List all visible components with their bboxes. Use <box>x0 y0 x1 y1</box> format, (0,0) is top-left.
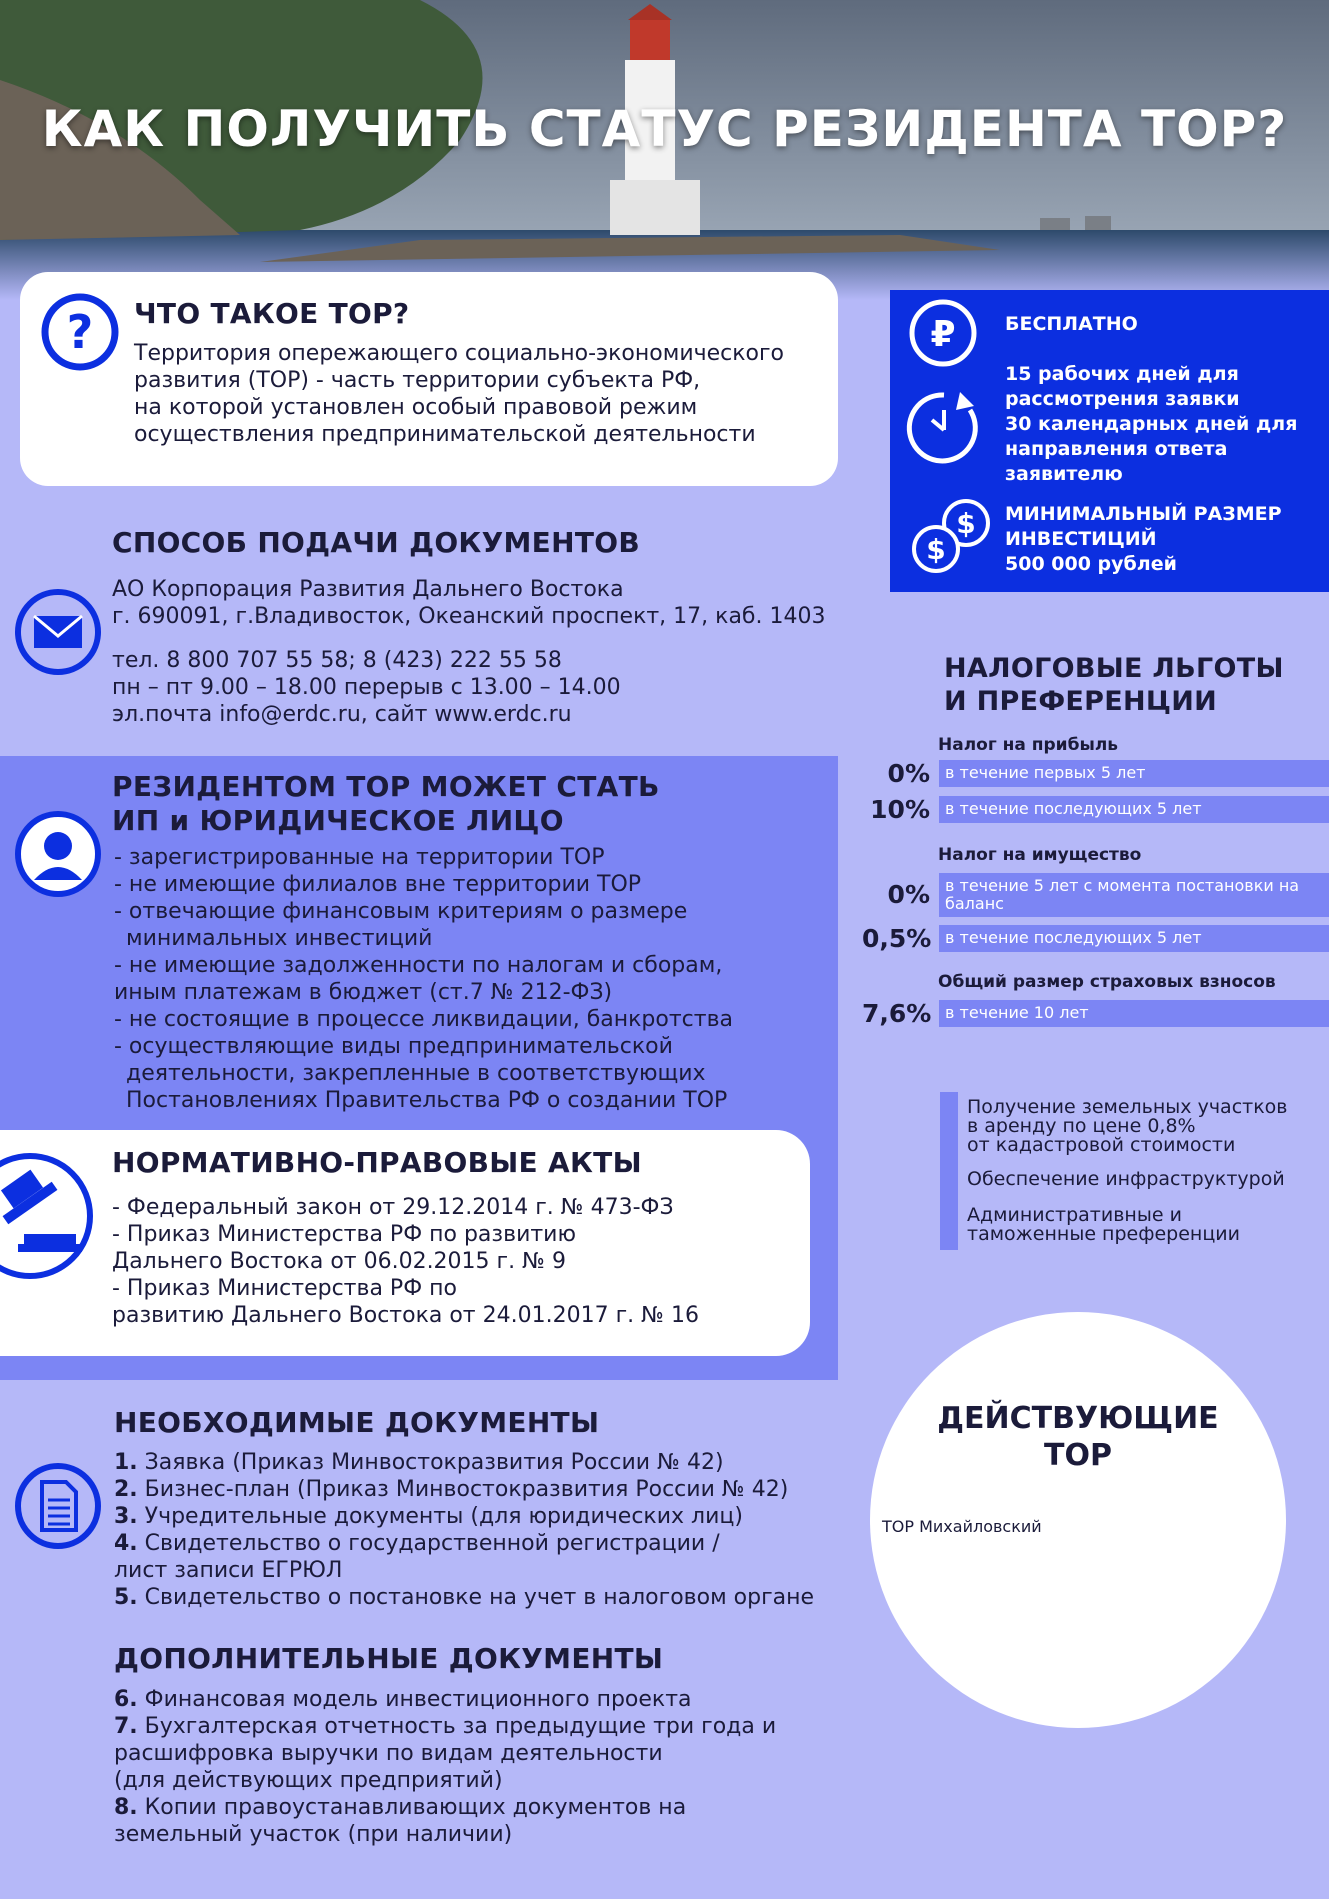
documents-title: НЕОБХОДИМЫЕ ДОКУМЕНТЫ <box>114 1406 600 1439</box>
tax-title-line: И ПРЕФЕРЕНЦИИ <box>944 686 1218 717</box>
legal-line: - Приказ Министерства РФ по <box>112 1276 457 1301</box>
document-icon <box>14 1462 102 1550</box>
terms-line: направления ответа <box>1005 438 1228 460</box>
document-num: 2. <box>114 1477 138 1502</box>
documents-list <box>114 1449 874 1611</box>
what-is-text <box>134 340 824 448</box>
benefit-line: Административные и <box>967 1204 1182 1226</box>
active-tor-title-line: ТОР <box>1044 1438 1112 1473</box>
what-is-line: развития (ТОР) - часть территории субъекта РФ, <box>134 368 701 393</box>
benefit-line: от кадастровой стоимости <box>967 1134 1236 1156</box>
tax-row <box>862 873 1329 917</box>
active-tor-item[interactable]: ТОР Михайловский <box>882 1517 1042 1536</box>
tax-percent: 0% <box>887 880 930 909</box>
additional-item <box>114 1713 874 1740</box>
document-item <box>114 1584 874 1611</box>
document-item <box>114 1503 874 1530</box>
document-num: 3. <box>114 1504 138 1529</box>
submission-text <box>112 576 852 728</box>
tax-percent: 0% <box>887 759 930 788</box>
document-num: 1. <box>114 1450 138 1475</box>
document-text: Заявка (Приказ Минвостокразвития России № 42) <box>144 1450 724 1475</box>
investment-line: ИНВЕСТИЦИЙ <box>1005 528 1157 550</box>
criteria-line: иным платежам в бюджет (ст.7 № 212-ФЗ) <box>114 980 613 1005</box>
additional-text: Бухгалтерская отчетность за предыдущие три года и <box>144 1714 777 1739</box>
active-tor-title <box>870 1400 1286 1474</box>
tax-title-line: НАЛОГОВЫЕ ЛЬГОТЫ <box>944 653 1284 684</box>
additional-text: Копии правоустанавливающих документов на <box>144 1795 687 1820</box>
what-is-line: осуществления предпринимательской деятельности <box>134 422 756 447</box>
additional-text: расшифровка выручки по видам деятельности <box>114 1741 663 1766</box>
tax-description: в течение последующих 5 лет <box>945 928 1202 947</box>
resident-title <box>112 770 660 838</box>
criteria-line: деятельности, закрепленные в соответствующих <box>126 1061 706 1086</box>
submission-title: СПОСОБ ПОДАЧИ ДОКУМЕНТОВ <box>112 526 640 559</box>
free-label: БЕСПЛАТНО <box>1005 313 1138 335</box>
terms-text <box>1005 362 1297 487</box>
svg-text:₽: ₽ <box>930 314 956 355</box>
tax-description: в течение 10 лет <box>945 1003 1089 1022</box>
criteria-line: - не имеющие задолженности по налогам и сборам, <box>114 953 723 978</box>
coins-icon <box>908 497 994 577</box>
additional-item <box>114 1767 874 1794</box>
legal-title: НОРМАТИВНО-ПРАВОВЫЕ АКТЫ <box>112 1146 642 1179</box>
benefit-infra: Обеспечение инфраструктурой <box>967 1168 1285 1190</box>
document-item <box>114 1530 874 1557</box>
tax-description: в течение первых 5 лет <box>945 763 1146 782</box>
profit-tax-label: Налог на прибыль <box>938 735 1119 755</box>
tax-description: в течение 5 лет с момента постановки на баланс <box>945 876 1300 913</box>
legal-line: Дальнего Востока от 06.02.2015 г. № 9 <box>112 1249 566 1274</box>
tax-percent: 0,5% <box>862 924 932 953</box>
person-icon <box>14 810 102 898</box>
additional-list <box>114 1686 874 1848</box>
resident-title-line: ИП и ЮРИДИЧЕСКОЕ ЛИЦО <box>112 804 564 837</box>
gavel-icon <box>0 1152 100 1282</box>
submission-address: г. 690091, г.Владивосток, Океанский проспект, 17, каб. 1403 <box>112 604 826 629</box>
tax-row <box>862 796 1329 823</box>
what-is-line: Территория опережающего социально-экономического <box>134 341 785 366</box>
benefit-admin <box>967 1206 1327 1244</box>
document-num: 5. <box>114 1585 138 1610</box>
terms-line: 15 рабочих дней для <box>1005 363 1239 385</box>
tax-row <box>862 760 1329 787</box>
what-is-title: ЧТО ТАКОЕ ТОР? <box>134 297 410 330</box>
additional-num: 7. <box>114 1714 138 1739</box>
additional-item <box>114 1821 874 1848</box>
active-tor-title-line: ДЕЙСТВУЮЩИЕ <box>937 1401 1219 1436</box>
benefit-line: Получение земельных участков <box>967 1096 1288 1118</box>
resident-criteria <box>114 844 834 1114</box>
terms-line: рассмотрения заявки <box>1005 388 1240 410</box>
document-text: Учредительные документы (для юридических лиц) <box>144 1504 743 1529</box>
svg-text:$: $ <box>956 507 976 540</box>
additional-text: (для действующих предприятий) <box>114 1768 503 1793</box>
svg-text:?: ? <box>66 305 94 359</box>
criteria-line: - не состоящие в процессе ликвидации, банкротства <box>114 1007 734 1032</box>
document-item <box>114 1476 874 1503</box>
document-text: лист записи ЕГРЮЛ <box>114 1558 343 1583</box>
page-title: КАК ПОЛУЧИТЬ СТАТУС РЕЗИДЕНТА ТОР? <box>41 100 1288 158</box>
investment-line: 500 000 рублей <box>1005 553 1177 575</box>
terms-line: заявителю <box>1005 463 1123 485</box>
document-text: Свидетельство о постановке на учет в налоговом органе <box>144 1585 815 1610</box>
legal-line: - Федеральный закон от 29.12.2014 г. № 473-ФЗ <box>112 1195 674 1220</box>
resident-title-line: РЕЗИДЕНТОМ ТОР МОЖЕТ СТАТЬ <box>112 770 660 803</box>
additional-title: ДОПОЛНИТЕЛЬНЫЕ ДОКУМЕНТЫ <box>114 1642 664 1675</box>
question-icon <box>40 292 120 372</box>
document-item <box>114 1449 874 1476</box>
submission-org: АО Корпорация Развития Дальнего Востока <box>112 577 624 602</box>
terms-line: 30 календарных дней для <box>1005 413 1298 435</box>
clock-icon <box>904 388 984 468</box>
tax-description: в течение последующих 5 лет <box>945 799 1202 818</box>
submission-email: эл.почта info@erdc.ru, сайт www.erdc.ru <box>112 702 572 727</box>
envelope-icon <box>14 588 102 676</box>
tax-percent: 7,6% <box>862 999 932 1028</box>
benefit-line: в аренду по цене 0,8% <box>967 1115 1196 1137</box>
tax-percent: 10% <box>870 795 930 824</box>
document-text: Бизнес-план (Приказ Минвостокразвития России № 42) <box>144 1477 789 1502</box>
criteria-line: Постановлениях Правительства РФ о создании ТОР <box>126 1088 728 1113</box>
additional-item <box>114 1740 874 1767</box>
investment-line: МИНИМАЛЬНЫЙ РАЗМЕР <box>1005 503 1282 525</box>
document-item <box>114 1557 874 1584</box>
document-text: Свидетельство о государственной регистрации / <box>144 1531 720 1556</box>
additional-num: 8. <box>114 1795 138 1820</box>
ruble-icon <box>908 298 978 368</box>
legal-line: - Приказ Министерства РФ по развитию <box>112 1222 576 1247</box>
criteria-line: минимальных инвестиций <box>126 926 433 951</box>
additional-item <box>114 1686 874 1713</box>
document-num: 4. <box>114 1531 138 1556</box>
legal-line: развитию Дальнего Востока от 24.01.2017 г. № 16 <box>112 1303 699 1328</box>
what-is-line: на которой установлен особый правовой режим <box>134 395 698 420</box>
investment-text <box>1005 502 1282 577</box>
svg-text:$: $ <box>926 533 946 566</box>
additional-item <box>114 1794 874 1821</box>
property-tax-label: Налог на имущество <box>938 845 1142 865</box>
criteria-line: - отвечающие финансовым критериям о размере <box>114 899 688 924</box>
insurance-label: Общий размер страховых взносов <box>938 972 1276 992</box>
submission-hours: пн – пт 9.00 – 18.00 перерыв с 13.00 – 14.00 <box>112 675 621 700</box>
criteria-line: - осуществляющие виды предпринимательской <box>114 1034 673 1059</box>
benefit-line: таможенные преференции <box>967 1223 1240 1245</box>
criteria-line: - зарегистрированные на территории ТОР <box>114 845 605 870</box>
tax-title <box>944 652 1284 718</box>
criteria-line: - не имеющие филиалов вне территории ТОР <box>114 872 642 897</box>
submission-phone: тел. 8 800 707 55 58; 8 (423) 222 55 58 <box>112 648 562 673</box>
tax-row <box>862 925 1329 952</box>
benefits-bar <box>940 1092 958 1250</box>
benefit-land <box>967 1098 1327 1155</box>
tax-row <box>862 1000 1329 1027</box>
additional-num: 6. <box>114 1687 138 1712</box>
additional-text: Финансовая модель инвестиционного проекта <box>144 1687 692 1712</box>
additional-text: земельный участок (при наличии) <box>114 1822 513 1847</box>
legal-list <box>112 1194 802 1329</box>
